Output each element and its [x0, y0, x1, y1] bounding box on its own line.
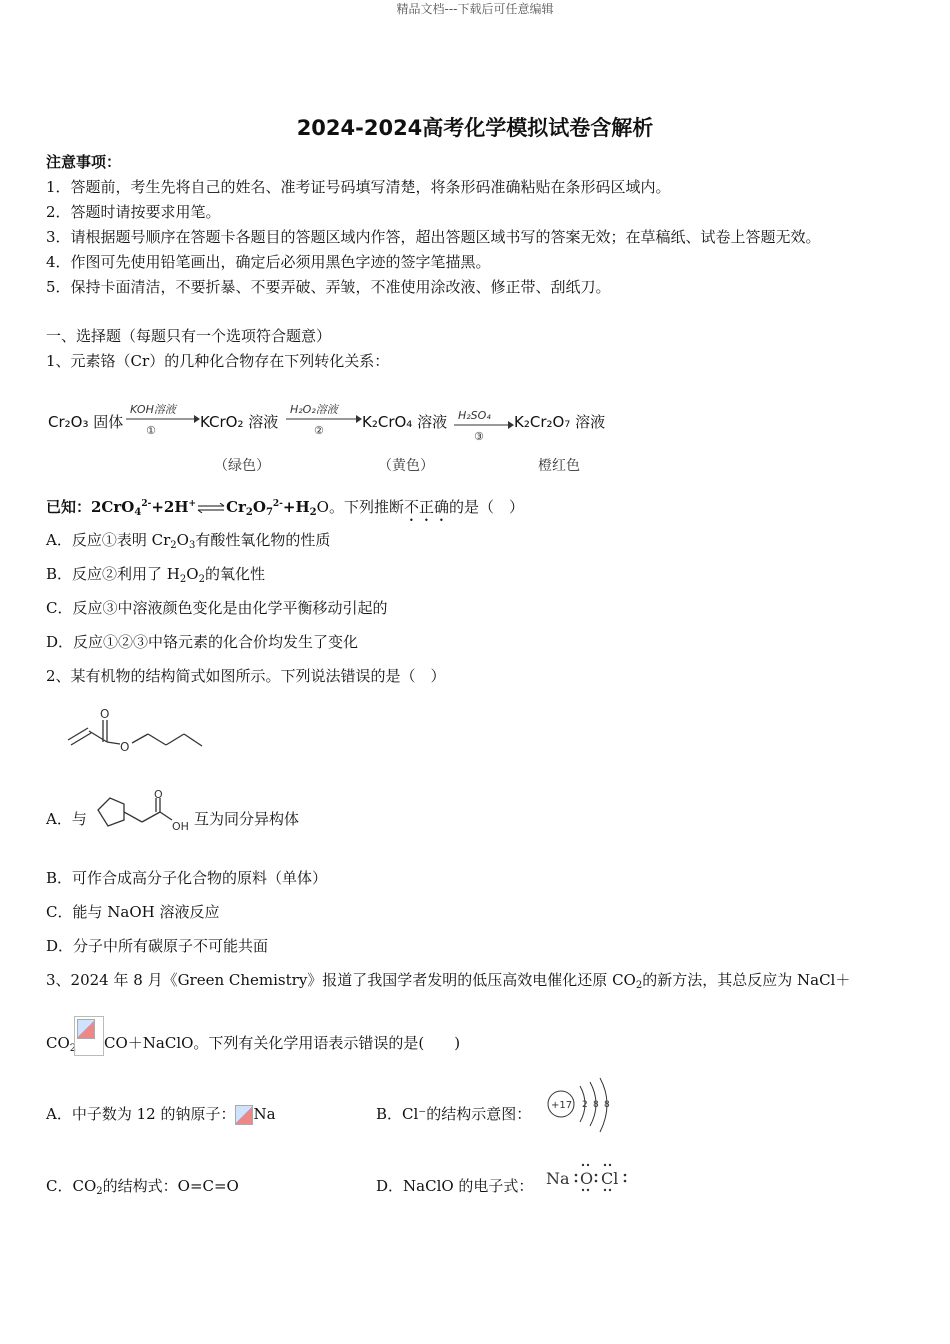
scheme-arrow-1-label: KOH溶液 [130, 403, 176, 416]
q3-option-d: D．NaClO 的电子式： [376, 1177, 534, 1195]
opt-text: O [186, 565, 199, 583]
scheme-species-2: KCrO₂ 溶液 [200, 413, 279, 431]
scheme-arrow-3 [454, 420, 514, 430]
known-sup: 2- [141, 499, 152, 509]
opt-text: B．反应②利用了 H [46, 565, 180, 583]
q1-option-d: D．反应①②③中铬元素的化合价均发生了变化 [46, 633, 359, 651]
opt-sub: 2 [179, 574, 187, 585]
scheme-arrow-3-label: H₂SO₄ [458, 409, 491, 422]
q3-sub: 2 [69, 1043, 77, 1054]
q3-option-b: B．Cl⁻的结构示意图： [376, 1105, 532, 1123]
known-sub: 4 [134, 507, 142, 518]
formula-cl: Cl [601, 1169, 619, 1188]
scheme-step-1: ① [146, 424, 156, 437]
q3-text: C．CO [46, 1177, 97, 1195]
known-sub: 7 [265, 507, 273, 518]
chloride-structure-diagram [546, 1076, 618, 1136]
known-sub: 2 [309, 507, 317, 518]
nucleus-charge: +17 [551, 1100, 573, 1111]
notice-heading: 注意事项： [46, 153, 122, 171]
notice-item-5: 5．保持卡面清洁，不要折暴、不要弄破、弄皱，不准使用涂改液、修正带、刮纸刀。 [46, 278, 611, 296]
q3-text: 的新方法，其总反应为 NaCl＋ [642, 971, 851, 989]
notice-item-3: 3．请根据题号顺序在答题卡各题目的答题区域内作答，超出答题区域书写的答案无效；在草稿纸、试卷上答题无效。 [46, 228, 821, 246]
notice-item-1: 1．答题前，考生先将自己的姓名、准考证号码填写清楚，将条形码准确粘贴在条形码区域内。 [46, 178, 671, 196]
mol-oxygen-1: O [100, 707, 110, 721]
q1-option-b [46, 564, 265, 590]
opt-text: 的氧化性 [204, 565, 265, 583]
opt-text: A．反应①表明 Cr [46, 531, 171, 549]
q2-option-a-suffix: 互为同分异构体 [194, 810, 300, 828]
scheme-species-1: Cr₂O₃ 固体 [48, 413, 124, 431]
q2-option-b: B．可作合成高分子化合物的原料（单体） [46, 869, 328, 887]
q3-stem-line1 [46, 970, 850, 996]
opt-text: 有酸性氧化物的性质 [195, 531, 331, 549]
known-emphasis: 不正确 [403, 498, 449, 516]
scheme-species-3: K₂CrO₄ 溶液 [362, 413, 448, 431]
broken-image-icon [235, 1105, 253, 1125]
known-part: O。下列推断 [316, 498, 404, 516]
scheme-color-2: （绿色） [214, 458, 270, 474]
scheme-color-4: 橙红色 [538, 458, 580, 474]
q1-known [46, 494, 524, 525]
cyclopentylacetic-acid-structure [92, 790, 196, 838]
q3-sub: 2 [635, 980, 643, 991]
q3-option-a [46, 1104, 276, 1125]
scheme-step-3: ③ [474, 430, 484, 443]
scheme-species-4: K₂Cr₂O₇ 溶液 [514, 413, 606, 431]
shell-3-electrons: 8 [604, 1100, 610, 1110]
butyl-acrylate-structure [62, 706, 212, 758]
opt-sub: 2 [170, 540, 177, 551]
scheme-arrow-1 [126, 414, 200, 424]
q2-option-c: C．能与 NaOH 溶液反应 [46, 903, 220, 921]
q3-text: 3、2024 年 8 月《Green Chemistry》报道了我国学者发明的低压高效电催化还原 CO [46, 971, 636, 989]
q1-option-a [46, 530, 330, 556]
q3-option-c [46, 1176, 239, 1202]
known-part: +2H [151, 498, 189, 516]
scheme-color-3: （黄色） [378, 458, 434, 474]
q2-stem: 2、某有机物的结构简式如图所示。下列说法错误的是（ ） [46, 667, 446, 685]
known-sup: + [188, 499, 197, 509]
known-part: Cr [226, 498, 246, 516]
opt-text: O [176, 531, 189, 549]
q1-option-c: C．反应③中溶液颜色变化是由化学平衡移动引起的 [46, 599, 388, 617]
known-part: 的是（ ） [448, 498, 524, 516]
q3-text: A．中子数为 12 的钠原子： [46, 1105, 236, 1123]
q3-text: CO [46, 1034, 70, 1052]
known-part: +H [282, 498, 310, 516]
formula-na: Na [546, 1169, 570, 1188]
section-heading: 一、选择题（每题只有一个选项符合题意） [46, 327, 332, 345]
page-title: 2024-2024高考化学模拟试卷含解析 [296, 116, 654, 140]
known-sup: 2- [272, 499, 283, 509]
q3-sub: 2 [96, 1186, 103, 1197]
q3-stem-line2 [46, 1033, 76, 1059]
known-part: 已知：2CrO [46, 498, 135, 516]
scheme-step-2: ② [314, 424, 324, 437]
opt-sub: 3 [188, 540, 196, 551]
notice-item-2: 2．答题时请按要求用笔。 [46, 203, 221, 221]
missing-arrow-image [74, 1016, 104, 1056]
notice-item-4: 4．作图可先使用铅笔画出，确定后必须用黑色字迹的签字笔描黑。 [46, 253, 491, 271]
q3-text: Na [253, 1105, 276, 1123]
formula-o: O [580, 1169, 594, 1188]
broken-image-icon [77, 1019, 95, 1039]
mol-oxygen-2: O [120, 740, 130, 754]
q3-stem-line2-rest: CO＋NaClO。下列有关化学用语表示错误的是( ) [104, 1034, 461, 1052]
q2-option-d: D．分子中所有碳原子不可能共面 [46, 937, 269, 955]
naclo-electron-formula [546, 1162, 632, 1196]
q3-text: 的结构式：O=C=O [102, 1177, 239, 1195]
opt-sub: 2 [198, 574, 205, 585]
q2-option-a-prefix: A．与 [46, 810, 87, 828]
scheme-arrow-2-label: H₂O₂溶液 [290, 403, 338, 416]
shell-1-electrons: 2 [582, 1100, 588, 1110]
known-part: O [252, 498, 266, 516]
scheme-arrow-2 [286, 414, 362, 424]
acid-hydroxyl: OH [172, 820, 189, 833]
page-header: 精品文档---下载后可任意编辑 [396, 2, 554, 16]
known-sub: 2 [245, 507, 253, 518]
acid-oxygen: O [154, 790, 163, 801]
equilibrium-arrow-icon [196, 503, 226, 513]
shell-2-electrons: 8 [593, 1100, 599, 1110]
q1-stem: 1、元素铬（Cr）的几种化合物存在下列转化关系： [46, 352, 390, 370]
